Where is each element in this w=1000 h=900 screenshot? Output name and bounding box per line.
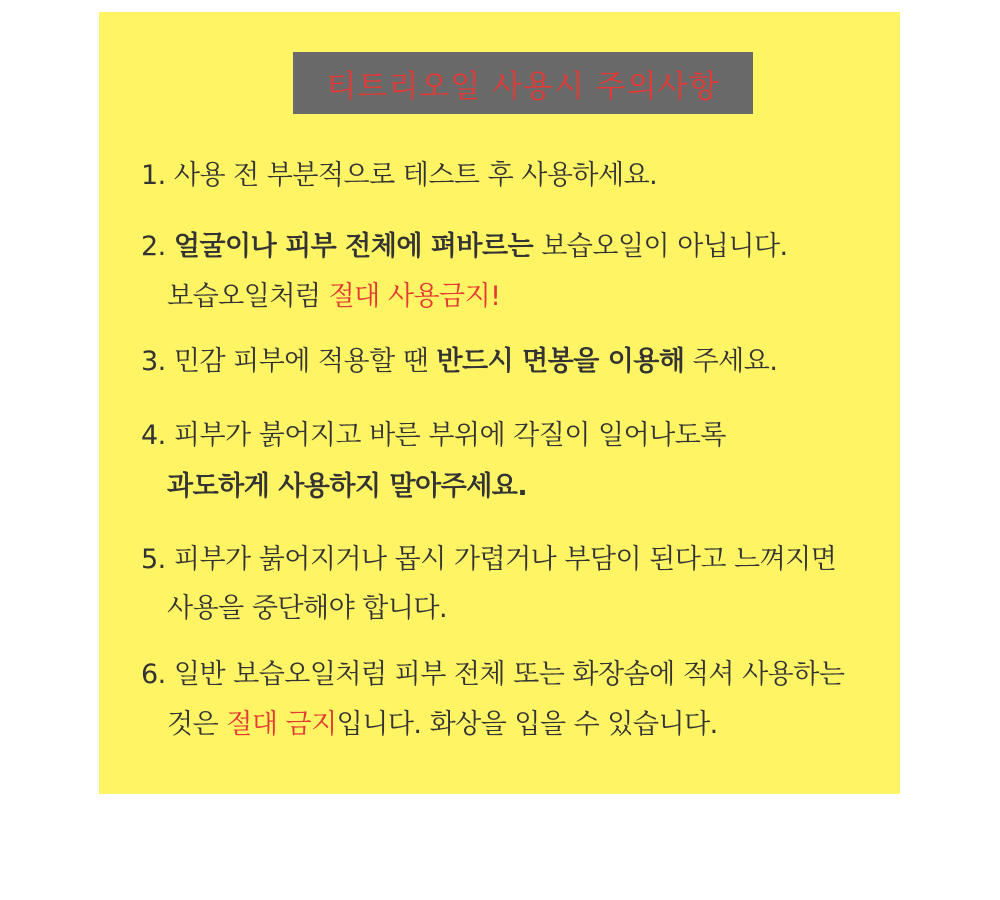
item-5 — [141, 537, 836, 576]
item-4-number: 4. — [141, 420, 166, 451]
item-5-line-2 — [167, 586, 447, 625]
item-6-text: 일반 보습오일처럼 피부 전체 또는 화장솜에 적셔 사용하는 — [173, 659, 845, 690]
item-4-line-2 — [167, 464, 527, 503]
item-4-text: 피부가 붉어지고 바른 부위에 각질이 일어나도록 — [173, 420, 726, 451]
item-2-line-2 — [167, 274, 500, 313]
page-title: 티트리오일 사용시 주의사항 — [326, 68, 720, 105]
item-3-bold-text: 반드시 면봉을 이용해 — [436, 346, 685, 377]
item-3-number: 3. — [141, 346, 166, 377]
item-5-text: 피부가 붉어지거나 몹시 가렵거나 부담이 된다고 느껴지면 — [173, 544, 837, 575]
item-5-line-2-text: 사용을 중단해야 합니다. — [167, 593, 448, 624]
item-6-line-2-text-pre: 것은 — [167, 709, 227, 740]
item-1-number: 1. — [141, 160, 166, 191]
item-5-number: 5. — [141, 544, 166, 575]
item-2-line-2-text: 보습오일처럼 — [167, 281, 329, 312]
title-banner — [293, 52, 753, 114]
item-2-warning-text: 절대 사용금지! — [328, 281, 501, 312]
item-2 — [141, 224, 788, 263]
item-1 — [141, 153, 657, 192]
item-2-text: 보습오일이 아닙니다. — [533, 231, 788, 262]
item-6-line-2 — [167, 702, 718, 741]
item-6-line-2-text-post: 입니다. 화상을 입을 수 있습니다. — [336, 709, 718, 740]
item-6-number: 6. — [141, 659, 166, 690]
item-4 — [141, 413, 726, 452]
item-3 — [141, 339, 777, 378]
item-6 — [141, 652, 844, 691]
item-2-bold-text: 얼굴이나 피부 전체에 펴바르는 — [173, 231, 534, 262]
caution-panel — [99, 12, 900, 794]
item-1-text: 사용 전 부분적으로 테스트 후 사용하세요. — [173, 160, 658, 191]
item-6-warning-text: 절대 금지 — [226, 709, 337, 740]
item-3-text-post: 주세요. — [684, 346, 778, 377]
item-2-number: 2. — [141, 231, 166, 262]
item-3-text-pre: 민감 피부에 적용할 땐 — [173, 346, 437, 377]
item-4-bold-text: 과도하게 사용하지 말아주세요. — [167, 471, 528, 502]
